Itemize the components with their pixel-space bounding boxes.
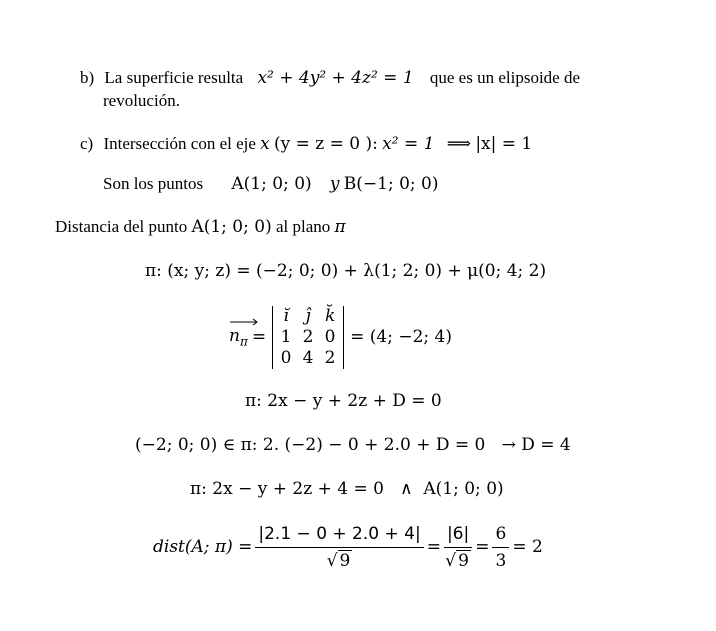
plane-general-equation: π: 2x − y + 2z + D = 0 [245,391,442,411]
matrix-cell: 4 [302,347,314,368]
item-c-axis: x [260,134,270,154]
distance-heading-point: A(1; 0; 0) [191,217,272,237]
sqrt-sign: √ [445,550,457,571]
y-word: y [329,174,340,194]
item-c-result: |x| = 1 [475,134,533,154]
matrix-cell: ĵ [305,305,311,326]
sqrt-sign: √ [326,550,338,571]
distance-heading-text: Distancia del punto [55,217,188,236]
distance-result: = 2 [512,537,543,557]
sqrt-symbol [327,550,353,572]
matrix-cell: 1 [280,326,292,347]
normal-subscript: π [239,334,248,349]
distance-lhs: dist(A; π) = [153,537,253,557]
item-b-text: La superficie resulta [104,68,244,87]
sqrt-symbol [445,550,471,572]
plane-final-equation: π: 2x − y + 2z + 4 = 0 ∧ A(1; 0; 0) [190,479,504,499]
normal-vector-symbol [229,326,248,348]
item-b-label: b) [80,68,95,87]
item-c-line2 [103,174,438,194]
determinant-matrix [272,306,344,369]
item-b-line2: revolución. [103,91,180,110]
matrix-cell: 0 [324,326,336,347]
matrix-cell: 2 [302,326,314,347]
distance-formula [153,522,543,572]
item-c-equation: x² = 1 [382,134,435,154]
item-b-tail: que es un elipsoide de [429,68,581,87]
normal-lhs: n [229,325,240,346]
matrix-cell: 0 [280,347,292,368]
item-b-line1 [80,68,580,88]
distance-heading-tail: al plano [275,217,331,236]
sqrt-radicand: 9 [458,550,469,571]
item-c-condition: (y = z = 0 ): [274,134,378,154]
fraction-3-denominator: 3 [495,550,507,571]
points-text: Son los puntos [103,174,204,193]
point-a: A(1; 0; 0) [231,174,312,194]
plane-vector-equation: π: (x; y; z) = (−2; 0; 0) + λ(1; 2; 0) + μ(0; 4; 2) [145,261,547,281]
point-b: B(−1; 0; 0) [343,174,439,194]
fraction-2-numerator: |6| [444,523,472,548]
item-c-text: Intersección con el eje [103,134,256,153]
item-c-arrow: ⟹ [446,134,472,154]
normal-vector-determinant [229,305,452,369]
normal-equals: = [251,327,267,347]
fraction-2 [444,523,472,572]
substitution-equation: (−2; 0; 0) ∈ π: 2. (−2) − 0 + 2.0 + D = 0 → D = 4 [135,435,571,455]
matrix-cell: 2 [324,347,336,368]
matrix-cell: k̆ [324,305,336,326]
item-c-label: c) [80,134,94,153]
distance-heading [55,217,346,237]
fraction-1 [255,523,423,572]
item-c-line1 [80,134,532,154]
sqrt-radicand: 9 [339,550,351,571]
item-b-equation: x² + 4y² + 4z² = 1 [257,68,414,88]
vector-arrow-icon [229,318,259,326]
fraction-2-denominator [445,548,471,572]
equals-sign: = [475,537,490,557]
fraction-1-denominator [327,548,353,572]
matrix-cell: ĭ [283,305,289,326]
normal-result: = (4; −2; 4) [350,327,452,347]
fraction-3-numerator: 6 [492,523,509,548]
equals-sign: = [426,537,441,557]
distance-heading-plane: π [334,217,346,237]
fraction-3 [492,523,509,572]
fraction-1-numerator: |2.1 − 0 + 2.0 + 4| [255,523,423,548]
